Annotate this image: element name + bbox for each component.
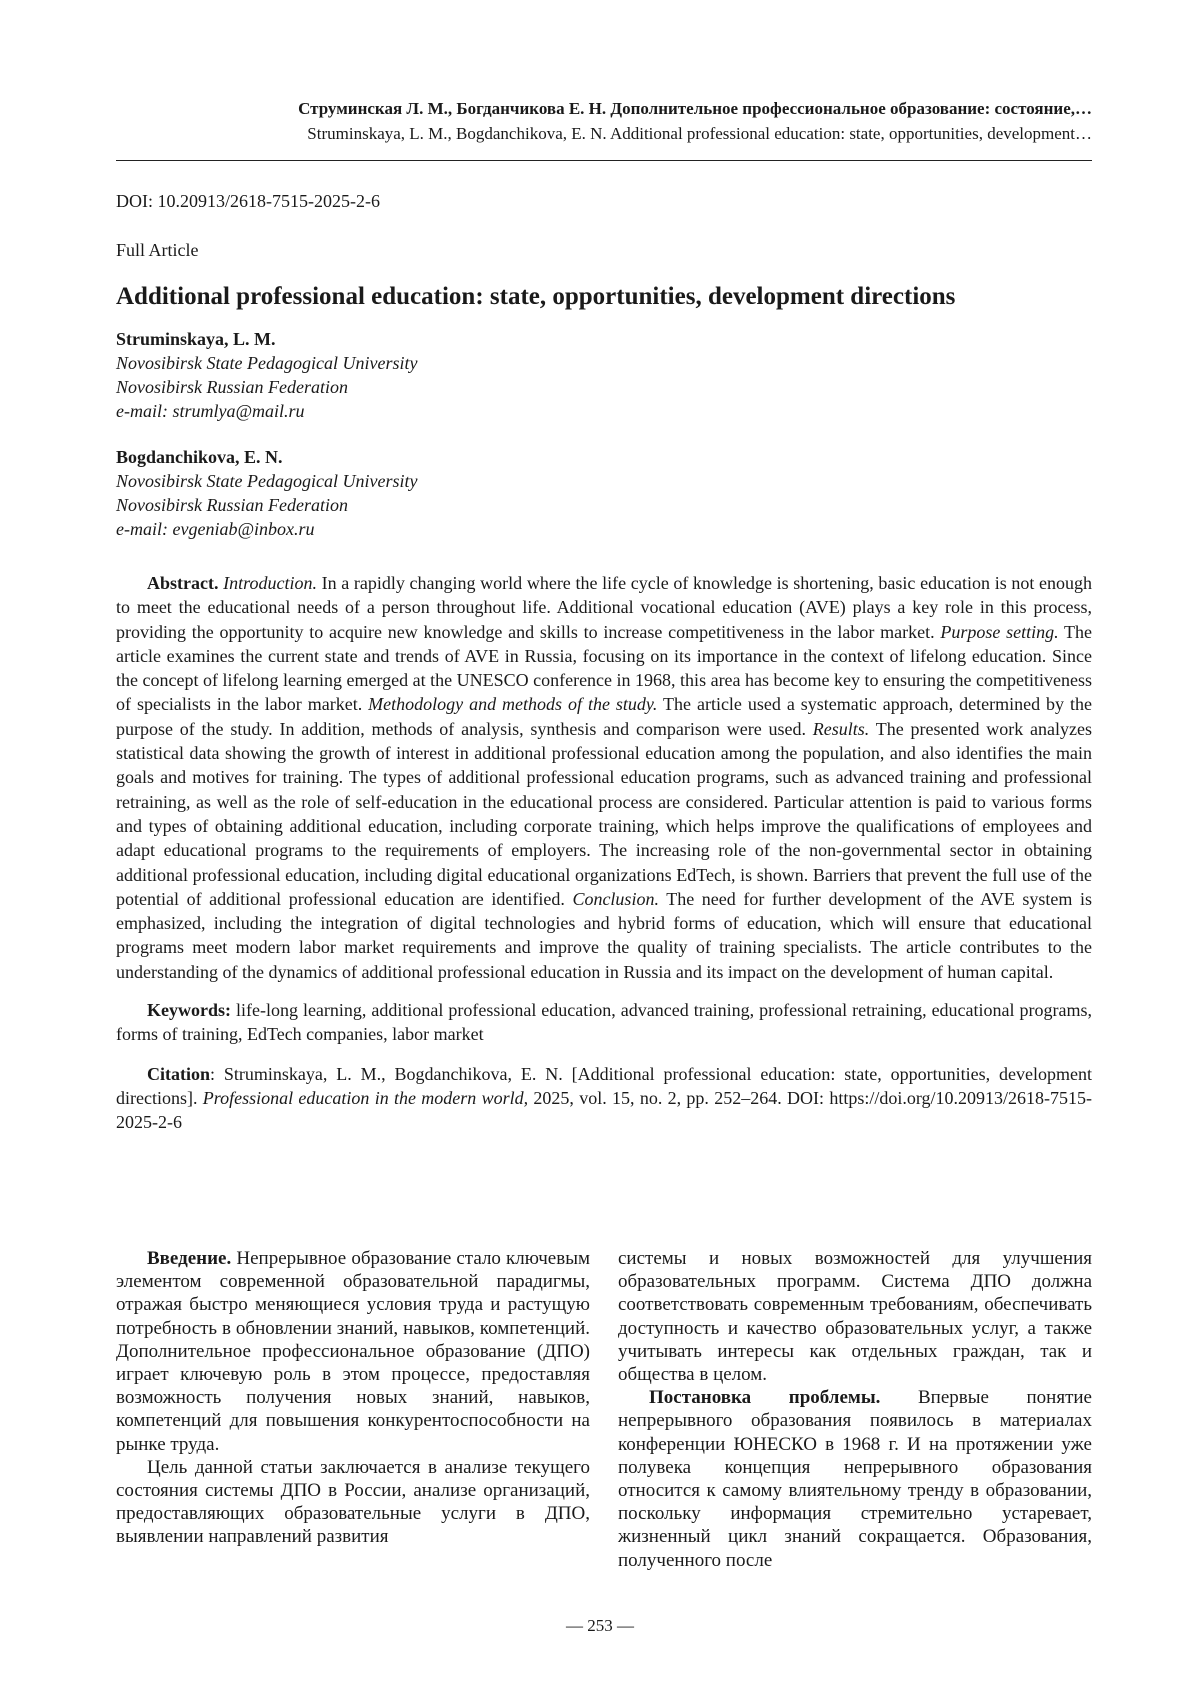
author-affiliation: Novosibirsk State Pedagogical University (116, 471, 418, 491)
section-heading-intro: Введение. (147, 1248, 232, 1269)
abstract-purpose-label: Purpose setting. (940, 621, 1059, 642)
body-column-right (618, 1247, 1092, 1572)
page-number: — 253 — (566, 1616, 634, 1635)
author-affiliation: Novosibirsk State Pedagogical University (116, 353, 418, 373)
abstract-conclusion: The need for further development of the AVE system is emphasized, including the integration of digital technologies and hybrid forms of education, which will ensure that educational programs meet modern labor market requirements and improve the quality of training specialists. The article contributes to the understanding of the dynamics of additional professional education in Russia and its impact on the development of human capital. (116, 888, 1093, 982)
author-block (116, 327, 1092, 423)
abstract-label: Abstract. (147, 573, 219, 593)
running-header-ru: Струминская Л. М., Богданчикова Е. Н. Дополнительное профессиональное образование: состояние,… (298, 99, 1092, 118)
header-rule (116, 160, 1092, 161)
section-heading-problem: Постановка проблемы. (649, 1387, 881, 1409)
author-name: Bogdanchikova, E. N. (116, 447, 283, 467)
author-block (116, 445, 1092, 541)
abstract-intro-label: Introduction. (223, 573, 317, 593)
body-paragraph: системы и новых возможностей для улучшения образовательных программ. Система ДПО должна соответствовать современным требованиям, обеспечивать доступность и качество образовательных услуг, а также учитывать интересы как отдельных граждан, так и общества в целом. (618, 1248, 1092, 1386)
article-title: Additional professional education: state, opportunities, development directions (116, 283, 956, 310)
citation-journal: Professional education in the modern world, (202, 1087, 529, 1108)
abstract-method: The article used a systematic approach, determined by the purpose of the study. In addition, methods of analysis, synthesis and comparison were used. (116, 694, 1092, 739)
abstract-intro: In a rapidly changing world where the life cycle of knowledge is shortening, basic education is not enough to meet the educational needs of a person throughout life. Additional vocational education (AVE) plays a key role in this process, providing the opportunity to acquire new knowledge and skills to increase competitiveness in the labor market. (116, 573, 1092, 642)
keywords (116, 998, 1092, 1047)
doi: DOI: 10.20913/2618-7515-2025-2-6 (116, 191, 380, 211)
keywords-text: life-long learning, additional professional education, advanced training, professional retraining, educational programs, forms of training, EdTech companies, labor market (116, 1000, 1092, 1045)
author-name: Struminskaya, L. M. (116, 329, 276, 349)
author-location: Novosibirsk Russian Federation (116, 495, 348, 515)
author-email: e-mail: evgeniab@inbox.ru (116, 519, 315, 539)
body-text: Непрерывное образование стало ключевым элементом современной образовательной парадигмы, отражая быстро меняющиеся условия труда и растущую потребность в обновлении знаний, навыков, компетенций. Дополнительное профессиональное образование (ДПО) играет ключевую роль в этом процессе, предоставляя возможность получения новых знаний, навыков, компетенций для повышения конкурентоспособности на рынке труда. (116, 1248, 590, 1455)
abstract-method-label: Methodology and methods of the study. (368, 694, 658, 715)
body-column-left (116, 1247, 590, 1572)
abstract-purpose: The article examines the current state and trends of AVE in Russia, focusing on its importance in the context of lifelong education. Since the concept of lifelong learning emerged at the UNESCO conference in 1968, this area has become key to ensuring the competitiveness of specialists in the labor market. (116, 621, 1092, 715)
running-header-en: Struminskaya, L. M., Bogdanchikova, E. N. Additional professional education: state, opportunities, development… (307, 124, 1092, 143)
keywords-label: Keywords: (147, 1000, 231, 1021)
author-location: Novosibirsk Russian Federation (116, 377, 348, 397)
body-columns (116, 1247, 1092, 1572)
body-paragraph: Цель данной статьи заключается в анализе текущего состояния системы ДПО в России, анализе организаций, предоставляющих образовательные услуги в ДПО, выявлении направлений развития (116, 1456, 590, 1548)
abstract-results-label: Results. (812, 718, 870, 739)
body-paragraph (618, 1386, 1092, 1572)
abstract-results: The presented work analyzes statistical data showing the growth of interest in additional professional education among the population, and also identifies the main goals and motives for training. The types of additional professional education programs, such as advanced training and professional retraining, as well as the role of self-education in the educational process are considered. Particular attention is paid to various forms and types of obtaining additional education, including corporate training, which helps improve the qualifications of employees and adapt educational programs to the requirements of employers. The increasing role of the non-governmental sector in obtaining additional professional education, including digital educational organizations EdTech, is shown. Barriers that prevent the full use of the potential of additional professional education are identified. (116, 718, 1093, 909)
citation (116, 1062, 1092, 1135)
citation-text-end: 2025, vol. 15, no. 2, pp. 252–264. DOI: https://doi.org/10.20913/2618-7515-2025-2-6 (116, 1087, 1092, 1133)
abstract (116, 571, 1092, 984)
citation-label: Citation (147, 1063, 210, 1084)
article-type: Full Article (116, 240, 199, 260)
citation-text: : Struminskaya, L. M., Bogdanchikova, E. N. [Additional professional education: state, opportunities, development directions]. (116, 1063, 1092, 1108)
body-paragraph (116, 1247, 590, 1456)
author-email: e-mail: strumlya@mail.ru (116, 401, 305, 421)
running-header (116, 96, 1092, 146)
abstract-conclusion-label: Conclusion. (572, 888, 659, 909)
body-text: Впервые понятие непрерывного образования появилось в материалах конференции ЮНЕСКО в 1968 г. И на протяжении уже полувека концепция непрерывного образования относится к самому влиятельному тренду в образовании, поскольку информация стремительно устаревает, жизненный цикл знаний сокращается. Образования, полученного после (618, 1387, 1092, 1571)
article-page (116, 96, 1092, 1135)
